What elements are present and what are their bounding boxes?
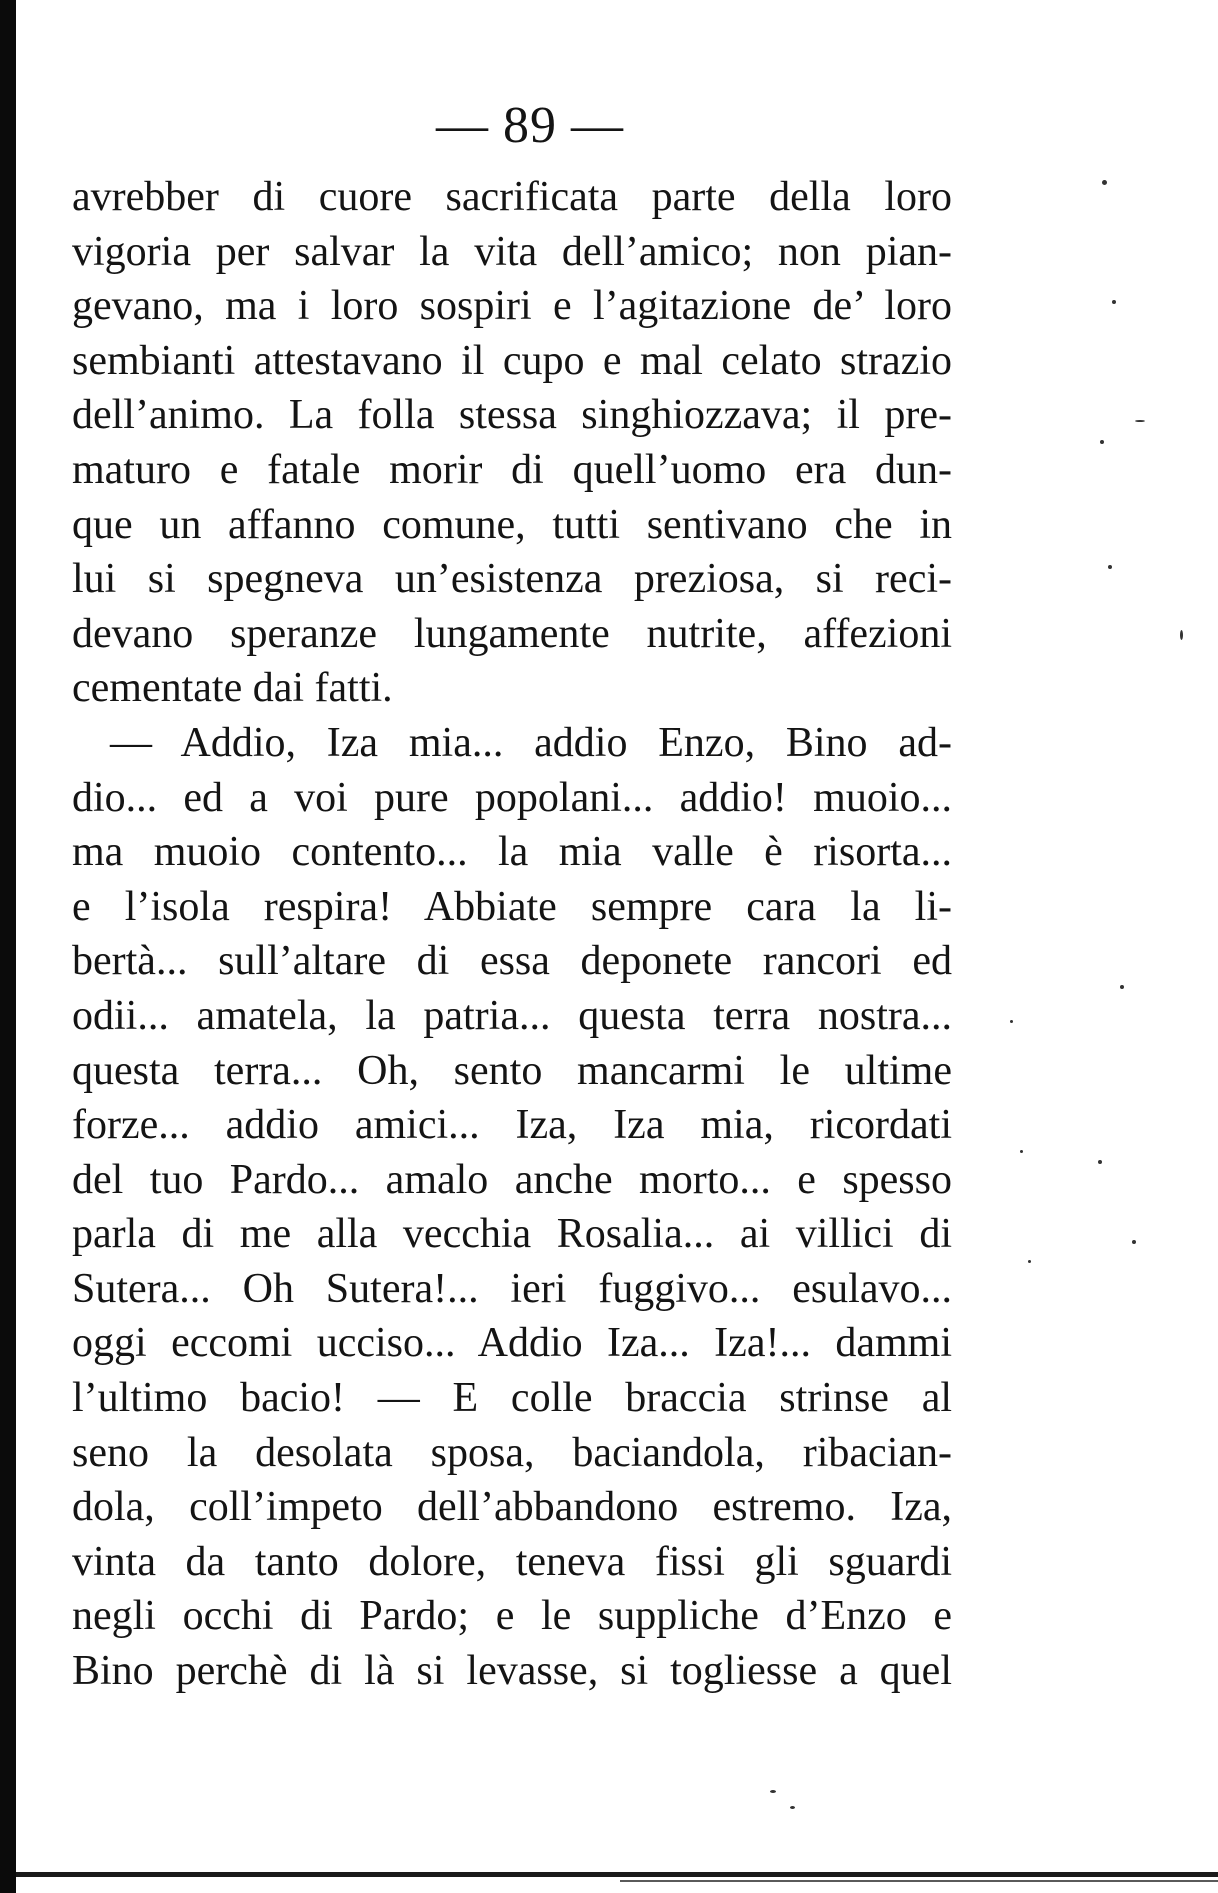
scan-speck — [1010, 1020, 1013, 1023]
text-line: e l’isola respira! Abbiate sempre cara la li- — [72, 883, 952, 930]
scan-speck — [1112, 300, 1116, 304]
text-line: sembianti attestavano il cupo e mal celato strazio — [72, 337, 952, 384]
text-line: devano speranze lungamente nutrite, affezioni — [72, 610, 952, 657]
text-line: — Addio, Iza mia... addio Enzo, Bino ad- — [110, 719, 952, 766]
scan-speck — [1102, 180, 1107, 185]
text-line: avrebber di cuore sacrificata parte della loro — [72, 174, 952, 220]
scan-speck — [1135, 420, 1145, 422]
text-line: dola, coll’impeto dell’abbandono estremo. Iza, — [72, 1484, 952, 1531]
scan-speck — [1028, 1260, 1031, 1263]
text-line: oggi eccomi ucciso... Addio Iza... Iza!... dammi — [72, 1320, 952, 1367]
page-bottom-border — [16, 1872, 1218, 1877]
text-line: que un affanno comune, tutti sentivano che in — [72, 501, 952, 548]
scan-speck — [1120, 985, 1124, 989]
text-line: l’ultimo bacio! — E colle braccia strinse al — [72, 1375, 952, 1422]
scan-speck — [1098, 1160, 1102, 1164]
text-line: del tuo Pardo... amalo anche morto... e spesso — [72, 1156, 952, 1203]
text-line: cementate dai fatti. — [72, 665, 393, 712]
text-line: Bino perchè di là si levasse, si togliesse a quel — [72, 1648, 952, 1695]
text-line: seno la desolata sposa, baciandola, ribacian- — [72, 1429, 952, 1476]
text-line: dio... ed a voi pure popolani... addio! muoio... — [72, 774, 952, 821]
text-line: vinta da tanto dolore, teneva fissi gli sguardi — [72, 1538, 952, 1585]
text-line: maturo e fatale morir di quell’uomo era dun- — [72, 446, 952, 493]
scan-speck — [770, 1790, 776, 1793]
text-line: odii... amatela, la patria... questa terra nostra... — [72, 992, 952, 1039]
text-line: dell’animo. La folla stessa singhiozzava; il pre- — [72, 392, 952, 439]
text-line: bertà... sull’altare di essa deponete rancori ed — [72, 938, 952, 985]
scan-speck — [1108, 565, 1112, 569]
text-line: parla di me alla vecchia Rosalia... ai villici di — [72, 1211, 952, 1258]
scan-speck — [1132, 1240, 1136, 1244]
text-line: lui si spegneva un’esistenza preziosa, si reci- — [72, 556, 952, 603]
body-text — [72, 170, 952, 1699]
scan-speck — [790, 1806, 795, 1809]
page-number: — 89 — — [436, 97, 624, 154]
text-line: negli occhi di Pardo; e le suppliche d’Enzo e — [72, 1593, 952, 1640]
text-line: forze... addio amici... Iza, Iza mia, ricordati — [72, 1102, 952, 1149]
scan-speck — [1180, 630, 1183, 640]
page-left-border — [0, 0, 16, 1893]
page-bottom-border — [620, 1880, 1218, 1882]
text-line: Sutera... Oh Sutera!... ieri fuggivo... esulavo... — [72, 1265, 952, 1312]
scan-speck — [1100, 440, 1104, 444]
text-line: gevano, ma i loro sospiri e l’agitazione de’ loro — [72, 283, 952, 330]
text-line: questa terra... Oh, sento mancarmi le ultime — [72, 1047, 952, 1094]
text-line: ma muoio contento... la mia valle è risorta... — [72, 829, 952, 876]
scan-speck — [1020, 1150, 1023, 1153]
text-line: vigoria per salvar la vita dell’amico; non pian- — [72, 228, 952, 275]
